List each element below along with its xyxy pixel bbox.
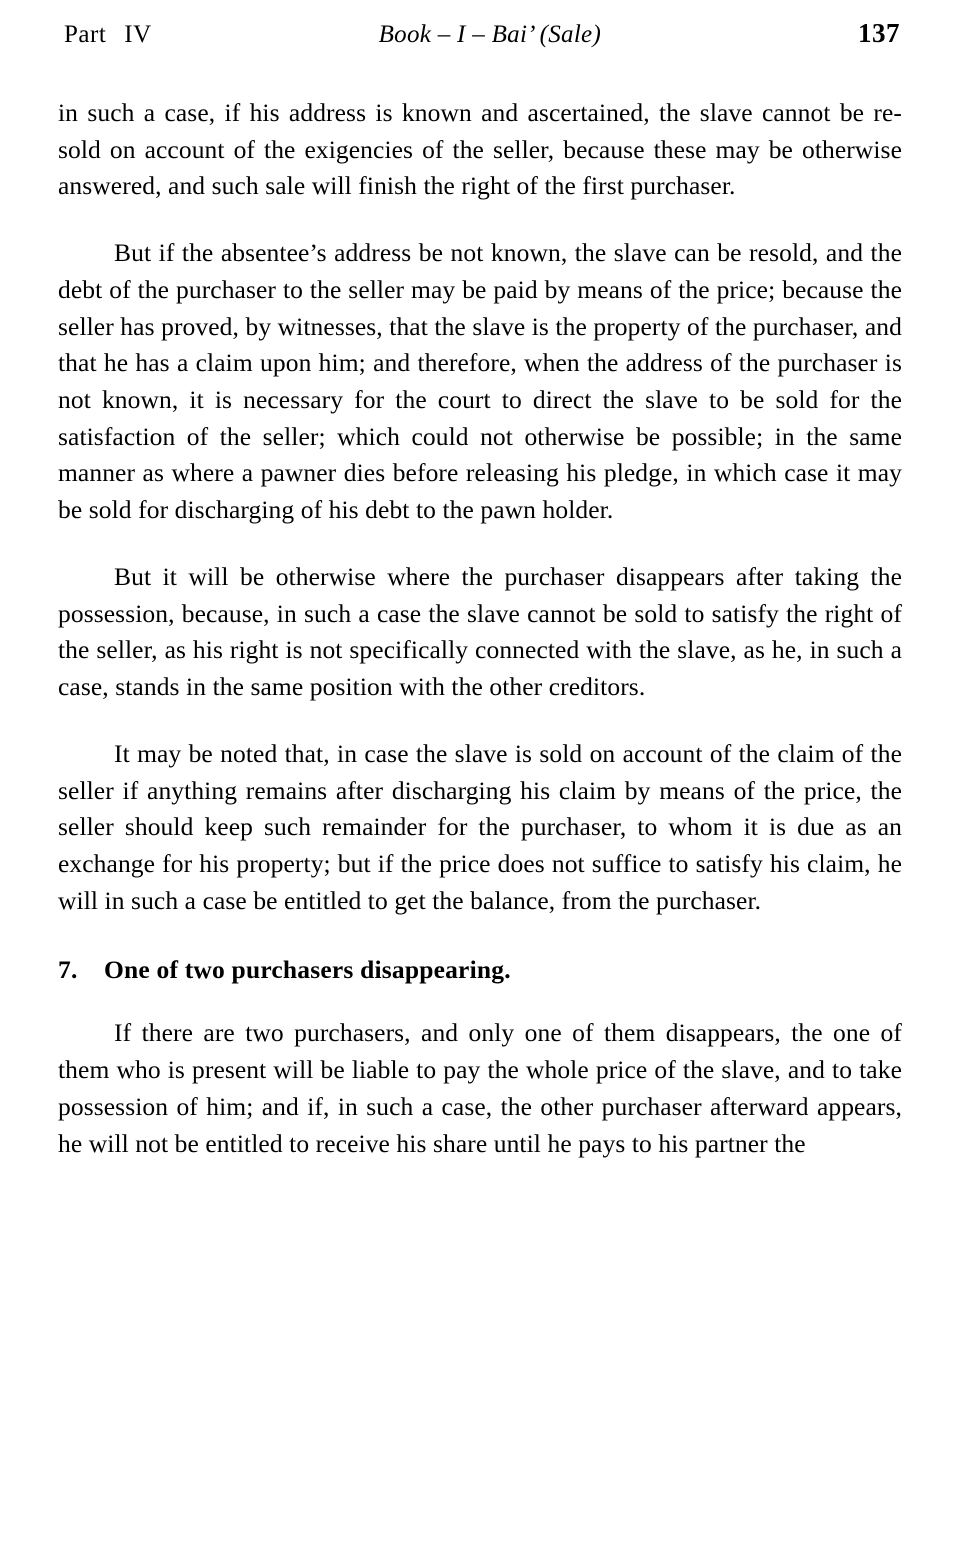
section-number: 7. [58,955,78,985]
section-heading [58,955,902,985]
part-label: Part [64,21,107,48]
book-title: Book – I – Bai’ (Sale) [378,21,602,48]
section-title: One of two purchasers disappearing. [104,955,511,985]
running-head-left [64,21,152,49]
part-number: IV [124,21,152,48]
body-text [58,95,902,1162]
running-head [58,18,902,49]
paragraph: But if the absentee’s address be not known, the slave can be resold, and the debt of the purchaser to the seller may be paid by means of the price; because the seller has proved, by witnesses, that the slave is the property of the purchaser, and that he has a claim upon him; and therefore, when the address of the purchaser is not known, it is necessary for the court to direct the slave to be sold for the satisfaction of the seller; which could not otherwise be possible; in the same manner as where a pawner dies before releasing his pledge, in which case it may be sold for discharging of his debt to the pawn holder. [58,238,902,525]
paragraph: in such a case, if his address is known and ascertained, the slave cannot be re-sold on account of the exigencies of the seller, because these may be otherwise answered, and such sale will finish the right of the first purchaser. [58,98,902,201]
paragraph: It may be noted that, in case the slave is sold on account of the claim of the seller if anything remains after discharging his claim by means of the price, the seller should keep such remainder for the purchaser, to whom it is due as an exchange for his property; but if the price does not suffice to satisfy his claim, he will in such a case be entitled to get the balance, from the purchaser. [58,738,902,915]
paragraph: But it will be otherwise where the purchaser disappears after taking the possession, because, in such a case the slave cannot be sold to satisfy the right of the seller, as his right is not specifically connected with the slave, as he, in such a case, stands in the same position with the other creditors. [58,561,902,702]
paragraph: If there are two purchasers, and only one of them disappears, the one of them who is present will be liable to pay the whole price of the slave, and to take possession of him; and if, in such a case, the other purchaser afterward appears, he will not be entitled to receive his share until he pays to his partner the [58,1018,902,1158]
page-number: 137 [858,18,900,48]
